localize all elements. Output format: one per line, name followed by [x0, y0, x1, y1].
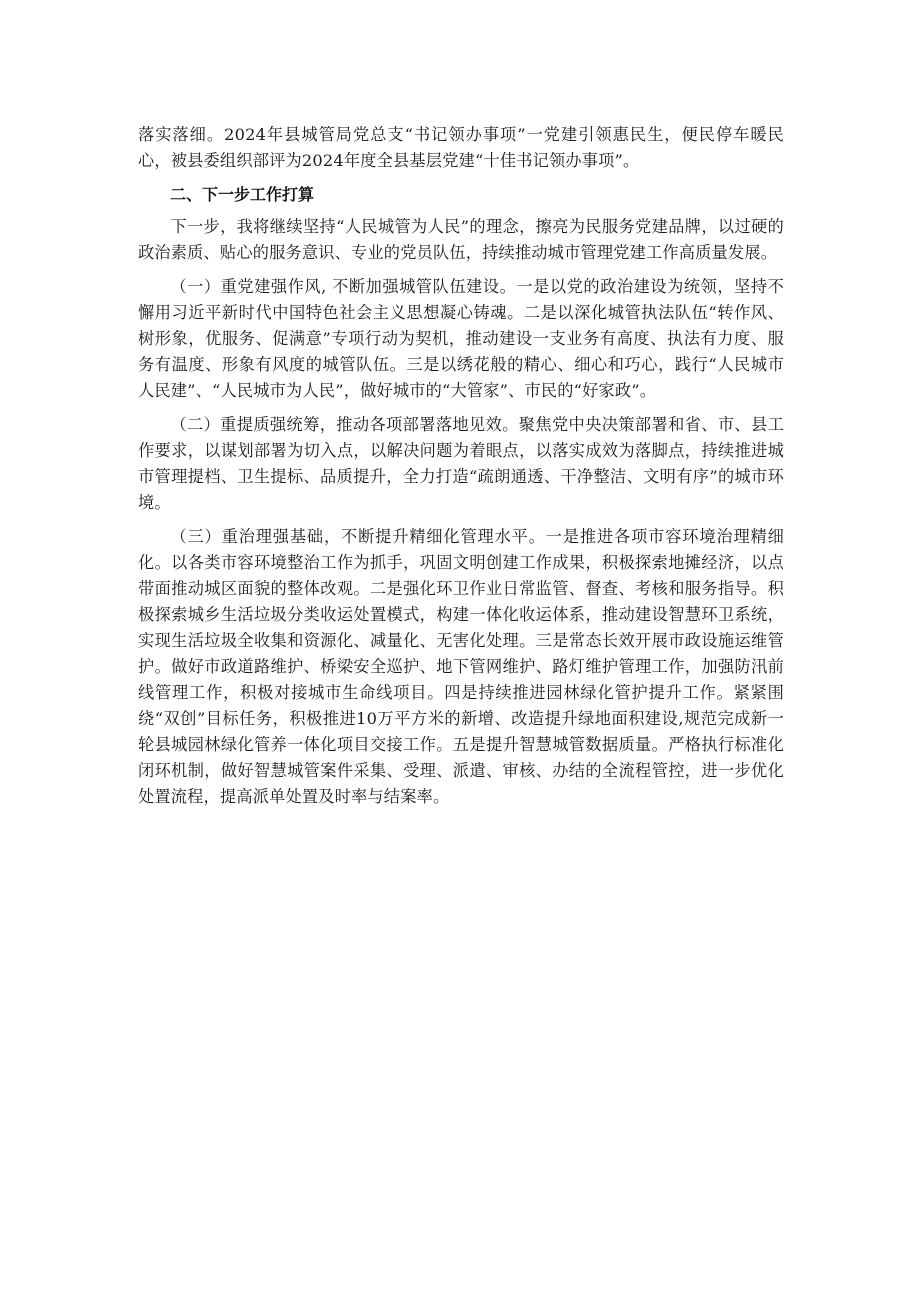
document-page: [138, 122, 784, 818]
paragraph-item-1: （一）重党建强作风, 不断加强城管队伍建设。一是以党的政治建设为统领，坚持不懈用习近平新时代中国特色社会主义思想凝心铸魂。二是以深化城管执法队伍“转作风、树形象，优服务、促满意”专项行动为契机，推动建设一支业务有高度、执法有力度、服务有温度、形象有风度的城管队伍。三是以绣花般的精心、细心和巧心，践行“人民城市人民建”、“人民城市为人民”，做好城市的“大管家”、市民的“好家政”。: [138, 277, 784, 400]
paragraph-item-2: （二）重提质强统筹，推动各项部署落地见效。聚焦党中央决策部署和省、市、县工作要求，以谋划部署为切入点，以解决问题为着眼点，以落实成效为落脚点，持续推进城市管理提档、卫生提标、品质提升，全力打造“疏朗通透、干净整洁、文明有序”的城市环境。: [138, 415, 784, 512]
paragraph-item-3: （三）重治理强基础，不断提升精细化管理水平。一是推进各项市容环境治理精细化。以各类市容环境整治工作为抓手，巩固文明创建工作成果，积极探索地摊经济，以点带面推动城区面貌的整体改观。二是强化环卫作业日常监管、督查、考核和服务指导。积极探索城乡生活垃圾分类收运处置模式，构建一体化收运体系，推动建设智慧环卫系统，实现生活垃圾全收集和资源化、减量化、无害化处理。三是常态长效开展市政设施运维管护。做好市政道路维护、桥梁安全巡护、地下管网维护、路灯维护管理工作，加强防汛前线管理工作，积极对接城市生命线项目。四是持续推进园林绿化管护提升工作。紧紧围绕“双创”目标任务，积极推进10万平方米的新增、改造提升绿地面积建设,规范完成新一轮县城园林绿化管养一体化项目交接工作。五是提升智慧城管数据质量。严格执行标准化闭环机制，做好智慧城管案件采集、受理、派遣、审核、办结的全流程管控，进一步优化处置流程，提高派单处置及时率与结案率。: [138, 527, 784, 806]
section-heading-next-steps: 二、下一步工作打算: [170, 185, 315, 204]
paragraph-continuation: 落实落细。2024年县城管局党总支“书记领办事项”一党建引领惠民生，便民停车暖民心，被县委组织部评为2024年度全县基层党建“十佳书记领办事项”。: [138, 125, 784, 170]
paragraph-intro: 下一步，我将继续坚持“人民城管为人民”的理念，擦亮为民服务党建品牌，以过硬的政治素质、贴心的服务意识、专业的党员队伍，持续推动城市管理党建工作高质量发展。: [138, 217, 784, 262]
